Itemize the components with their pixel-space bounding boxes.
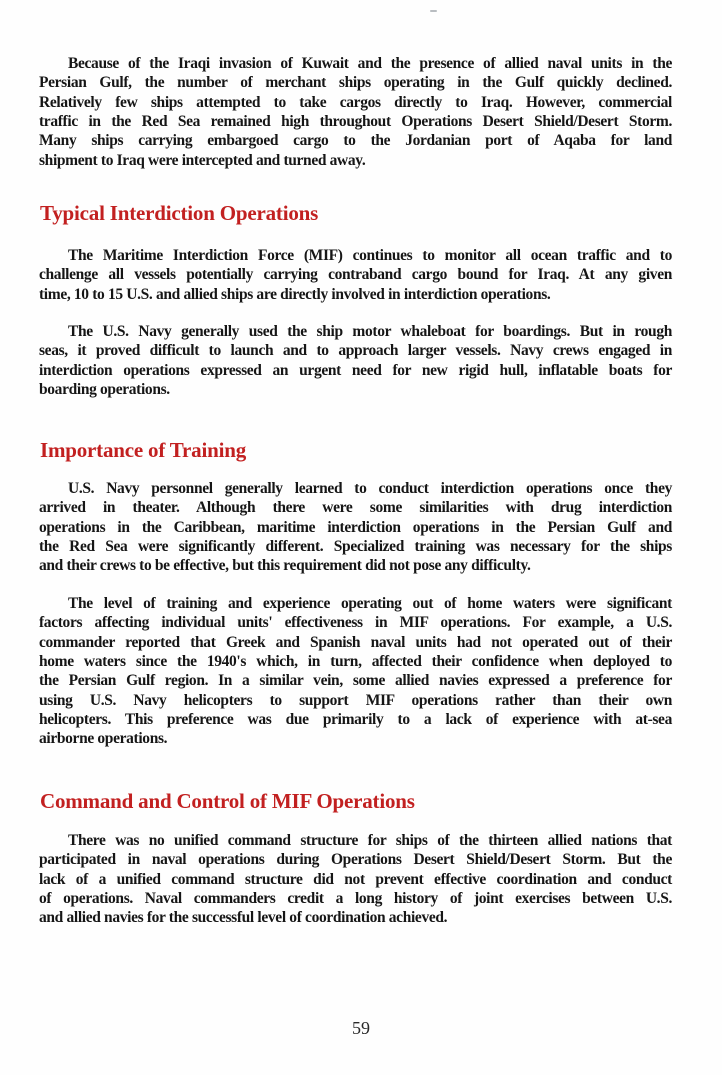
text-line: There was no unified command structure for ships of the thirteen allied nations that bbox=[68, 832, 672, 849]
text-line: using U.S. Navy helicopters to support MIF operations rather than their own bbox=[39, 691, 672, 709]
text-line: challenge all vessels potentially carrying contraband cargo bound for Iraq. At any given bbox=[39, 266, 672, 284]
scan-artifact-mark bbox=[430, 10, 437, 12]
text-line: of operations. Naval commanders credit a long history of joint exercises between U.S. bbox=[39, 889, 672, 907]
text-line: shipment to Iraq were intercepted and turned away. bbox=[39, 151, 366, 169]
text-line: helicopters. This preference was due primarily to a lack of experience with at-sea bbox=[39, 710, 672, 728]
text-line: The U.S. Navy generally used the ship motor whaleboat for boardings. But in rough bbox=[68, 323, 672, 340]
text-line: lack of a unified command structure did not prevent effective coordination and conduct bbox=[39, 870, 672, 888]
paragraph-iraqi-invasion bbox=[39, 54, 672, 170]
text-line: participated in naval operations during Operations Desert Shield/Desert Storm. But the bbox=[39, 851, 672, 869]
text-line: home waters since the 1940's which, in turn, affected their confidence when deployed to bbox=[39, 652, 672, 670]
text-line: the Persian Gulf region. In a similar vein, some allied navies expressed a preference for bbox=[39, 672, 672, 690]
text-line: Because of the Iraqi invasion of Kuwait and the presence of allied naval units in the bbox=[68, 55, 672, 72]
text-line: time, 10 to 15 U.S. and allied ships are directly involved in interdiction operations. bbox=[39, 285, 551, 303]
text-line: and their crews to be effective, but this requirement did not pose any difficulty. bbox=[39, 557, 531, 575]
paragraph-maritime-interdiction-force bbox=[39, 246, 672, 304]
text-line: arrived in theater. Although there were some similarities with drug interdiction bbox=[39, 499, 672, 517]
text-line: factors affecting individual units' effectiveness in MIF operations. For example, a U.S. bbox=[39, 614, 672, 632]
text-line: operations in the Caribbean, maritime interdiction operations in the Persian Gulf and bbox=[39, 518, 672, 536]
text-line: interdiction operations expressed an urgent need for new rigid hull, inflatable boats for bbox=[39, 361, 672, 379]
section-heading-command-and-control-mif: Command and Control of MIF Operations bbox=[40, 789, 415, 813]
text-line: U.S. Navy personnel generally learned to conduct interdiction operations once they bbox=[68, 480, 672, 497]
text-line: Persian Gulf, the number of merchant ships operating in the Gulf quickly declined. bbox=[39, 74, 672, 92]
text-line: airborne operations. bbox=[39, 730, 168, 748]
section-heading-importance-of-training: Importance of Training bbox=[40, 438, 246, 462]
paragraph-level-of-training bbox=[39, 594, 672, 749]
text-line: Relatively few ships attempted to take cargos directly to Iraq. However, commercial bbox=[39, 93, 672, 111]
text-line: and allied navies for the successful level of coordination achieved. bbox=[39, 909, 448, 927]
text-line: boarding operations. bbox=[39, 380, 170, 398]
text-line: the Red Sea were significantly different. Specialized training was necessary for the ships bbox=[39, 537, 672, 555]
text-line: seas, it proved difficult to launch and to approach larger vessels. Navy crews engaged in bbox=[39, 342, 672, 360]
section-heading-typical-interdiction-operations: Typical Interdiction Operations bbox=[40, 201, 319, 225]
text-line: traffic in the Red Sea remained high throughout Operations Desert Shield/Desert Storm. bbox=[39, 112, 672, 130]
text-line: The level of training and experience operating out of home waters were significant bbox=[68, 595, 672, 612]
paragraph-unified-command-structure bbox=[39, 831, 672, 928]
text-line: Many ships carrying embargoed cargo to the Jordanian port of Aqaba for land bbox=[39, 132, 672, 150]
text-line: The Maritime Interdiction Force (MIF) continues to monitor all ocean traffic and to bbox=[68, 247, 672, 264]
paragraph-navy-personnel-training bbox=[39, 479, 672, 576]
paragraph-motor-whaleboat bbox=[39, 322, 672, 399]
page-number: 59 bbox=[352, 1018, 370, 1038]
text-line: commander reported that Greek and Spanish naval units had not operated out of their bbox=[39, 633, 672, 651]
